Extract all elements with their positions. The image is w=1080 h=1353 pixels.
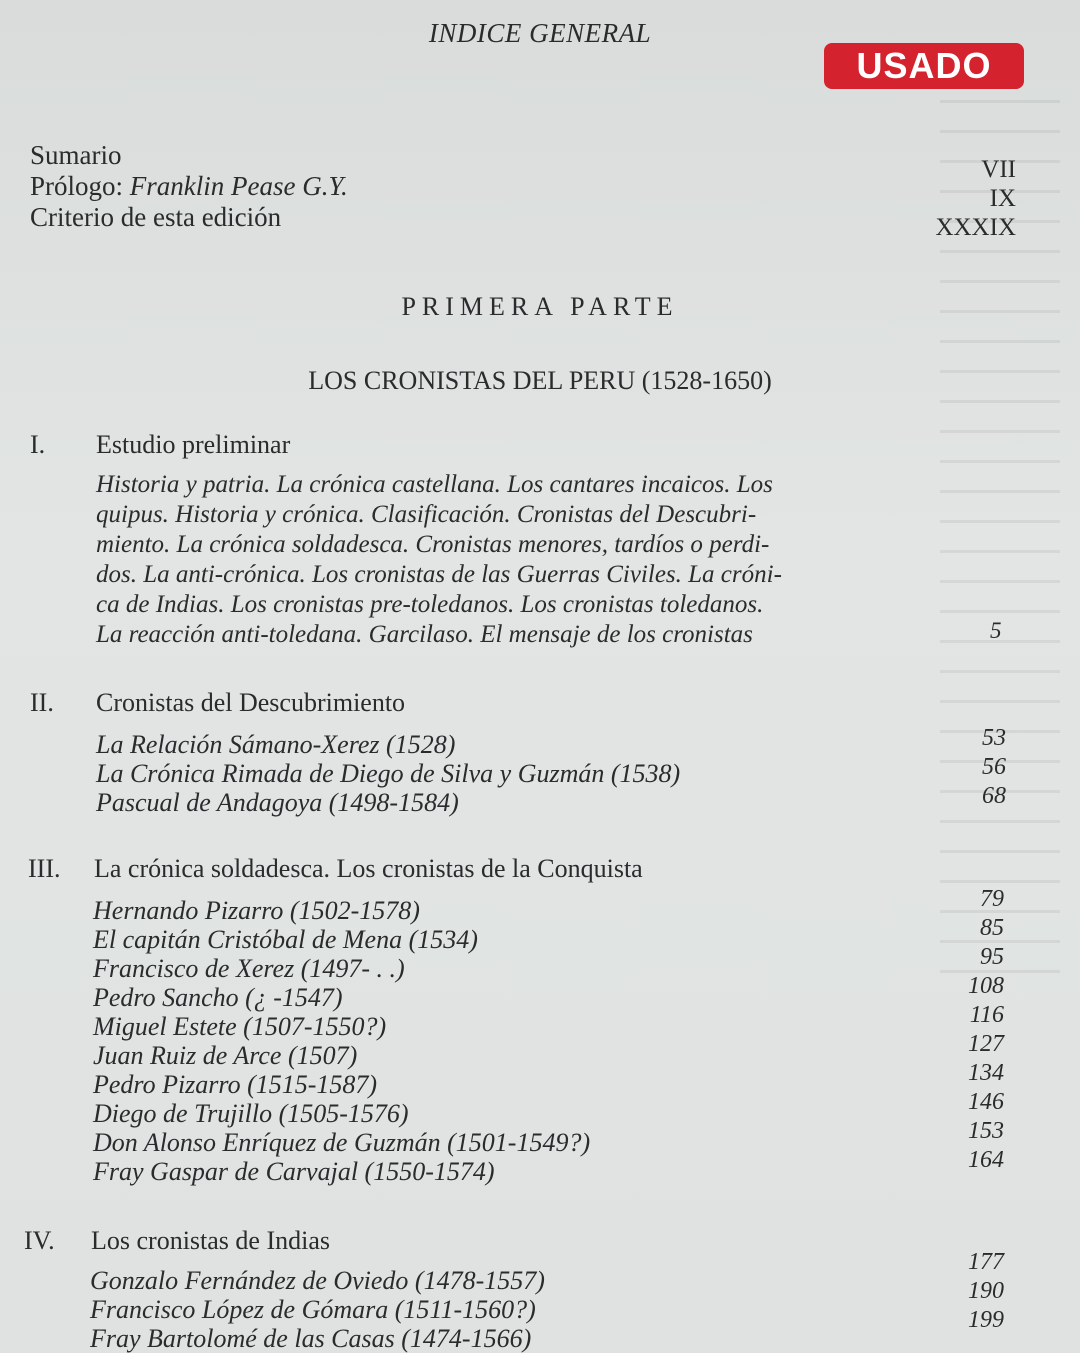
entry-pages xyxy=(940,724,1006,811)
chapter-number: III. xyxy=(28,854,61,883)
page-number: 134 xyxy=(968,1060,1004,1086)
running-header: INDICE GENERAL xyxy=(428,18,652,48)
page-number: 85 xyxy=(980,915,1004,941)
toc-entry: El capitán Cristóbal de Mena (1534) xyxy=(93,925,478,954)
toc-entry: Fray Bartolomé de las Casas (1474-1566) xyxy=(90,1324,532,1353)
page-number: 108 xyxy=(968,973,1004,999)
toc-entry: Pascual de Andagoya (1498-1584) xyxy=(96,788,459,817)
front-matter-item: Sumario xyxy=(30,140,122,170)
page-number: 95 xyxy=(980,944,1004,970)
toc-entry: Diego de Trujillo (1505-1576) xyxy=(93,1099,409,1128)
page-number: 56 xyxy=(982,754,1006,780)
toc-entry: Francisco López de Gómara (1511-1560?) xyxy=(90,1295,536,1324)
toc-entry: Francisco de Xerez (1497- . .) xyxy=(93,954,405,983)
toc-entry: La Crónica Rimada de Diego de Silva y Guzmán (1538) xyxy=(96,759,681,788)
chapter-number: IV. xyxy=(24,1226,55,1255)
front-matter-list xyxy=(30,140,348,233)
used-badge: USADO xyxy=(824,43,1024,89)
chapter-title: La crónica soldadesca. Los cronistas de la Conquista xyxy=(94,854,643,883)
page-number: 199 xyxy=(968,1307,1004,1333)
toc-entry: Gonzalo Fernández de Oviedo (1478-1557) xyxy=(90,1266,545,1295)
page-number: 68 xyxy=(982,783,1006,809)
page-number: 164 xyxy=(968,1147,1004,1173)
part-title: PRIMERA PARTE xyxy=(401,292,679,321)
page-number: 5 xyxy=(990,618,1002,643)
part-subtitle: LOS CRONISTAS DEL PERU (1528-1650) xyxy=(308,366,772,395)
toc-entry: Hernando Pizarro (1502-1578) xyxy=(93,896,420,925)
chapter-number: I. xyxy=(30,430,46,459)
chapter-title: Los cronistas de Indias xyxy=(91,1226,331,1255)
front-matter-item: Prólogo: Franklin Pease G.Y. xyxy=(30,171,348,201)
page-number: 190 xyxy=(968,1278,1004,1304)
page-number: 127 xyxy=(968,1031,1004,1057)
chapter-number: II. xyxy=(30,688,54,717)
entry-list xyxy=(96,730,680,817)
page-number: 116 xyxy=(969,1002,1004,1028)
page-number: 177 xyxy=(968,1249,1004,1275)
page-number: VII xyxy=(981,156,1016,183)
toc-entry: Miguel Estete (1507-1550?) xyxy=(93,1012,387,1041)
page-number: 153 xyxy=(968,1118,1004,1144)
page-number: 53 xyxy=(982,725,1006,751)
toc-entry: Pedro Pizarro (1515-1587) xyxy=(93,1070,378,1099)
chapter-summary: Historia y patria. La crónica castellana. Los cantares incaicos. Los quipus. Historia y crónica. Clasificación. Cronistas del Descubri- miento. La crónica soldadesca. Cronistas menores, tardíos o perdi- dos. La anti-crónica. Los cronistas de las Guerras Civiles. La cróni- ca de Indias. Los cronistas pre-toledanos. Los cronistas toledanos. La reacción anti-toledana. Garcilaso. El mensaje de los cronistas xyxy=(96,471,782,648)
entry-pages xyxy=(930,1248,1004,1335)
toc-entry: La Relación Sámano-Xerez (1528) xyxy=(96,730,456,759)
page-number: 146 xyxy=(968,1089,1004,1115)
entry-list xyxy=(93,896,590,1186)
chapter-title: Estudio preliminar xyxy=(96,430,291,459)
toc-entry: Don Alonso Enríquez de Guzmán (1501-1549?) xyxy=(93,1128,591,1157)
toc-entry: Pedro Sancho (¿ -1547) xyxy=(93,983,343,1012)
toc-entry: Juan Ruiz de Arce (1507) xyxy=(93,1041,358,1070)
chapter-title: Cronistas del Descubrimiento xyxy=(96,688,406,717)
page-number: 79 xyxy=(980,886,1004,912)
front-matter-pages xyxy=(935,155,1016,242)
page-number: XXXIX xyxy=(935,214,1016,241)
entry-list xyxy=(90,1266,545,1353)
page-number: IX xyxy=(989,185,1016,212)
entry-pages xyxy=(930,885,1004,1175)
front-matter-item: Criterio de esta edición xyxy=(30,202,282,232)
toc-entry: Fray Gaspar de Carvajal (1550-1574) xyxy=(93,1157,495,1186)
